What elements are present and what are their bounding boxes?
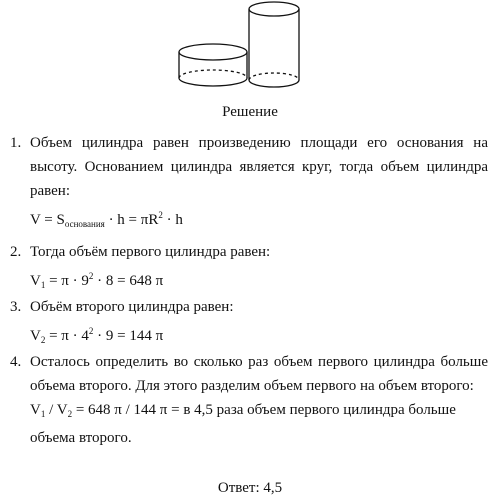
step-2 [10,240,488,297]
step-text: Тогда объём первого цилиндра равен: [30,244,271,260]
volume-formula: $V = S_{основания} \cdot h = \pi R^2 \cdot h$ [30,210,183,229]
short-cylinder [179,44,247,86]
step-text: Объем цилиндра равен произведению площади его основания на высоту. Основанием цилиндра является круг, тогда объем цилиндра равен: [30,135,488,199]
ratio-formula: $V_1 / V_2 = 648$ π / 144 π = в 4,5 раза объем первого цилиндра больше объема второго. [30,402,456,446]
step-text: Осталось определить во сколько раз объем первого цилиндра больше объема второго. Для этого разделим объем первого на объем второго: [30,354,488,394]
step-3 [10,295,488,352]
solution-title: Решение [222,104,278,120]
second-volume-formula: $V_2 = \pi \cdot 4^2 \cdot 9 = 144$ π [30,326,164,345]
step-number: 3. [10,299,22,315]
cylinders-figure [170,0,320,95]
step-number: 2. [10,244,22,260]
step-text: Объём второго цилиндра равен: [30,299,234,315]
first-volume-formula: $V_1 = \pi \cdot 9^2 \cdot 8 = 648$ π [30,271,164,290]
step-4 [10,350,488,450]
step-number: 4. [10,354,22,370]
answer: Ответ: 4,5 [217,480,283,496]
tall-cylinder [249,2,299,87]
step-number: 1. [10,135,22,151]
step-1 [10,131,488,236]
